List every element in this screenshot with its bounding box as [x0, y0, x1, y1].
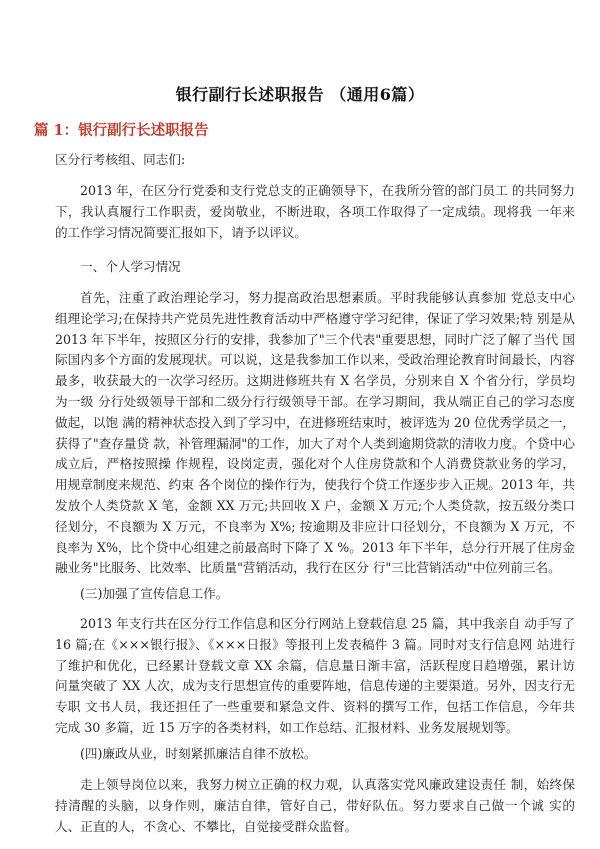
intro-paragraph: 2013 年，在区分行党委和支行党总支的正确领导下，在我所分管的部门员工 的共同努力下，我认真履行工作职责，爱岗敬业，不断进取，各项工作取得了一定成绩。现将我 一年来的工作学习情况简要汇报如下，请予以评议。 [55, 183, 575, 240]
paragraph-study: 首先，注重了政治理论学习，努力提高政治思想素质。平时我能够认真参加 党总支中心组理论学习;在保持共产党员先进性教育活动中严格遵守学习纪律，保证了学习效果;特 别是从 2013 年下半年，按照区分行的安排，我参加了"三个代表"重要思想，同时广泛了解了当代 国际国内多个方面的发展现状。可以说，这是我参加工作以来，受政治理论教育时间最长，内容 最多，收获最大的一次学习经历。这期进修班共有 X 名学员，分别来自 X 个省分行，学员均为一级 分行处级领导干部和二级分行行级领导干部。在学习期间，我从端正自己的学习态度做起，以饱 满的精神状态投入到了学习中，在进修班结束时，被评选为 20 位优秀学员之一，获得了"查存量贷 款，补管理漏洞"的工作，加大了对个人类到逾期贷款的清收力度。个贷中心成立后，严格按照操 作规程，设岗定责，强化对个人住房贷款和个人消费贷款业务的学习，用规章制度来规范、约束 各个岗位的操作行为，使我行个贷工作逐步步入正规。2013 年，共发放个人类贷款 X 笔，金额 XX 万元;共回收 X 户，金额 X 万元;个人类贷款，按五级分类口径划分，不良额为 X 万元，不良率为 X%; 按逾期及非应计口径划分，不良额为 X 万元，不良率为 X%，比个贷中心组建之前最高时下降了 X %。2013 年下半年，总分行开展了住房金融业务"比服务、比效率、比质量"营销活动，我行在区分 行"三比营销活动"中位列前三名。 [55, 290, 575, 576]
paragraph-integrity: 走上领导岗位以来，我努力树立正确的权力观，认真落实党风廉政建设责任 制，始终保持清醒的头脑，以身作则，廉洁自律，管好自己，带好队伍。努力要求自己做一个诚 实的人、正直的人，不贪心、不攀比，自觉接受群众监督。 [55, 777, 575, 834]
heading-integrity: (四)廉政从业，时刻紧抓廉洁自律不放松。 [80, 746, 317, 761]
heading-publicity: (三)加强了宣传信息工作。 [80, 586, 229, 601]
paragraph-publicity: 2013 年支行共在区分行工作信息和区分行网站上登载信息 25 篇，其中我亲自 动手写了 16 篇;在《×××银行报》、《×××日报》等报刊上发表稿件 3 篇。同时对支行信息网 站进行了维护和优化，已经累计登载文章 XX 余篇，信息量日渐丰富，活跃程度日趋增强，累计访 问量突破了 XX 人次，成为支行思想宣传的重要阵地，信息传递的主要渠道。另外，因支行无专职 文书人员，我还担任了一些重要和紧急文件、资料的撰写工作，包括工作信息，今年共完成 30 多篇，近 15 万字的各类材料，如工作总结、汇报材料、业务发展规划等。 [55, 616, 575, 735]
section-title: 篇 1：银行副行长述职报告 [34, 122, 209, 139]
salutation: 区分行考核组、同志们: [55, 152, 186, 167]
heading-personal-study: 一、个人学习情况 [80, 259, 181, 274]
document-title: 银行副行长述职报告 （通用6篇） [175, 85, 425, 104]
